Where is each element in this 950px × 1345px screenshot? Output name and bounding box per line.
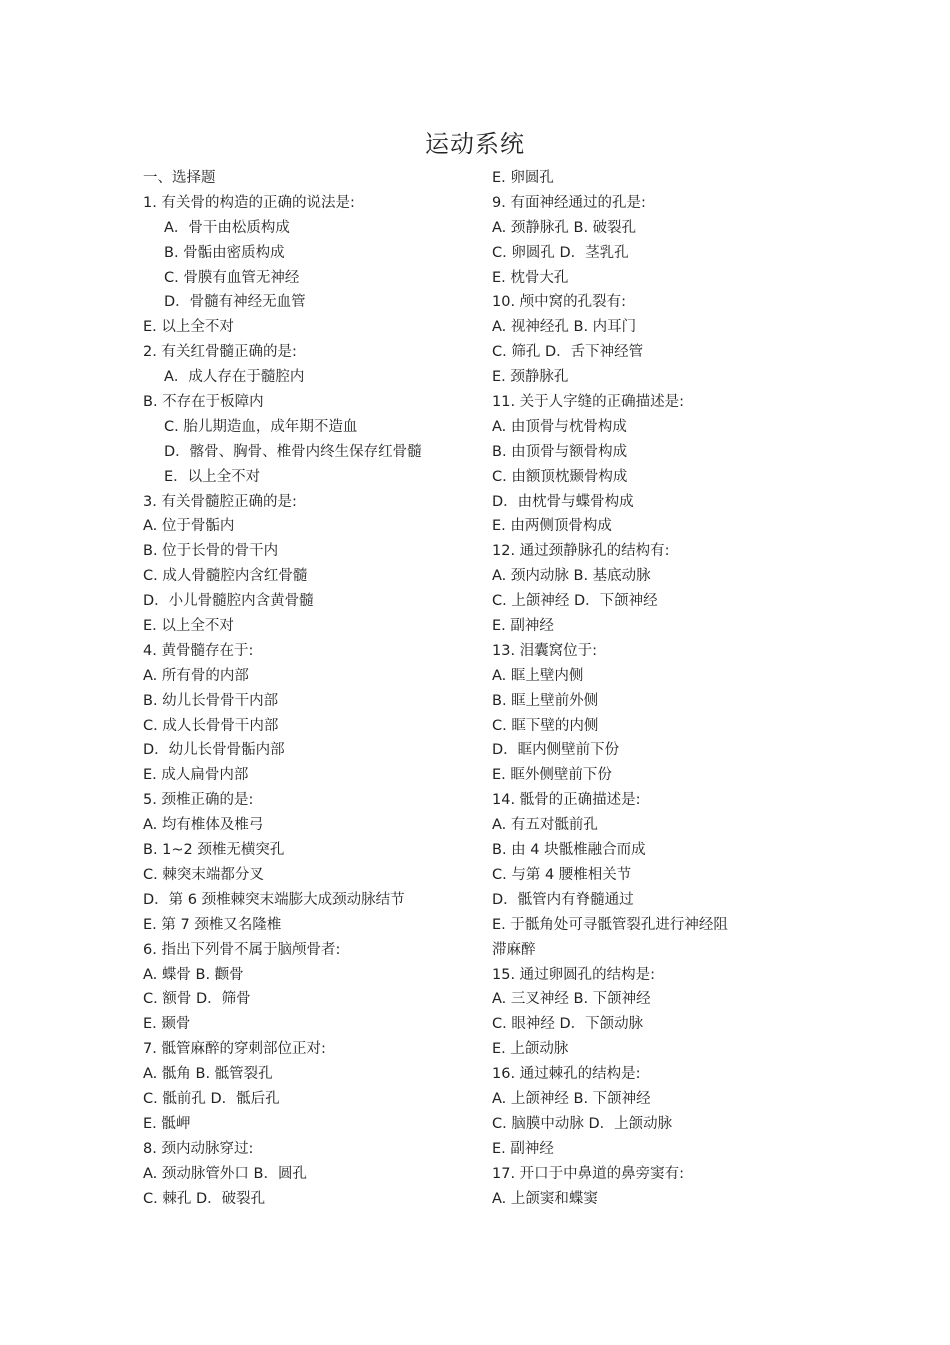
text-line: C. 卵圆孔 D．茎乳孔 (492, 244, 629, 261)
text-line: B. 眶上壁前外侧 (492, 692, 599, 709)
text-line: A. 上颌窦和蝶窦 (492, 1190, 598, 1207)
text-line: E. 颈静脉孔 (492, 369, 569, 386)
text-line: D．幼儿长骨骨骺内部 (143, 742, 285, 759)
text-line: C. 棘突末端都分叉 (143, 866, 264, 883)
text-line: E. 第 7 颈椎又名隆椎 (143, 916, 282, 933)
text-line: A．骨干由松质构成 (164, 219, 290, 236)
text-line: C. 上颌神经 D．下颌神经 (492, 593, 658, 610)
text-line: A. 三叉神经 B. 下颌神经 (492, 991, 651, 1008)
text-line: A. 颈静脉孔 B. 破裂孔 (492, 219, 637, 236)
text-line: 17. 开口于中鼻道的鼻旁窦有: (492, 1165, 685, 1182)
text-line: 2. 有关红骨髓正确的是: (143, 344, 297, 361)
text-line: A. 所有骨的内部 (143, 667, 249, 684)
text-line: B. 不存在于板障内 (143, 394, 264, 411)
text-line: D．第 6 颈椎棘突末端膨大成颈动脉结节 (143, 891, 405, 908)
right-column (492, 166, 812, 1211)
page-title: 运动系统 (425, 130, 525, 158)
text-line: 16. 通过棘孔的结构是: (492, 1066, 641, 1083)
text-line: B. 由顶骨与额骨构成 (492, 443, 628, 460)
text-line: A. 蝶骨 B. 颧骨 (143, 966, 244, 983)
text-line: E. 眶外侧壁前下份 (492, 767, 612, 784)
text-line: 13. 泪囊窝位于: (492, 642, 598, 659)
text-line: 5. 颈椎正确的是: (143, 792, 254, 809)
text-line: C. 成人长骨骨干内部 (143, 717, 279, 734)
text-line: C. 骶前孔 D．骶后孔 (143, 1090, 280, 1107)
text-line: D．骨髓有神经无血管 (164, 294, 306, 311)
text-line: D．髂骨、胸骨、椎骨内终生保存红骨髓 (164, 443, 422, 460)
text-line: 10. 颅中窝的孔裂有: (492, 294, 627, 311)
text-line: A. 颈内动脉 B. 基底动脉 (492, 568, 651, 585)
text-line: 3. 有关骨髓腔正确的是: (143, 493, 297, 510)
text-line: E. 骶岬 (143, 1115, 191, 1132)
text-line: 12. 通过颈静脉孔的结构有: (492, 543, 670, 560)
text-line: 滞麻醉 (492, 941, 536, 958)
text-line: 一、选择题 (143, 170, 216, 186)
text-line: D．小儿骨髓腔内含黄骨髓 (143, 593, 314, 610)
text-line: 7. 骶管麻醉的穿刺部位正对: (143, 1041, 326, 1058)
text-line: D．眶内侧壁前下份 (492, 742, 620, 759)
text-line: C. 成人骨髓腔内含红骨髓 (143, 568, 308, 585)
text-line: E. 卵圆孔 (492, 170, 554, 186)
text-line: 9. 有面神经通过的孔是: (492, 194, 646, 211)
text-line: D．骶管内有脊髓通过 (492, 891, 634, 908)
text-line: E．以上全不对 (164, 468, 261, 485)
text-line: A. 眶上壁内侧 (492, 667, 584, 684)
text-line: C. 眼神经 D．下颌动脉 (492, 1016, 644, 1033)
text-line: A. 均有椎体及椎弓 (143, 817, 264, 834)
text-line: E. 副神经 (492, 1140, 554, 1157)
text-line: A. 颈动脉管外口 B．圆孔 (143, 1165, 307, 1182)
text-line: E. 以上全不对 (143, 618, 234, 635)
text-line: A. 视神经孔 B. 内耳门 (492, 319, 637, 336)
text-line: C. 胎儿期造血，成年期不造血 (164, 418, 358, 435)
text-line: C. 与第 4 腰椎相关节 (492, 866, 632, 883)
text-line: E. 颞骨 (143, 1016, 191, 1033)
text-line: B. 幼儿长骨骨干内部 (143, 692, 279, 709)
text-line: C. 骨膜有血管无神经 (164, 269, 300, 286)
text-line: B. 位于长骨的骨干内 (143, 543, 279, 560)
text-line: E. 枕骨大孔 (492, 269, 569, 286)
text-line: A. 位于骨骺内 (143, 518, 235, 535)
text-line: E. 成人扁骨内部 (143, 767, 249, 784)
text-line: 14. 骶骨的正确描述是: (492, 792, 641, 809)
text-line: E. 于骶角处可寻骶管裂孔进行神经阻 (492, 916, 728, 933)
text-line: 15. 通过卵圆孔的结构是: (492, 966, 656, 983)
text-line: 1. 有关骨的构造的正确的说法是: (143, 194, 355, 211)
text-line: E. 由两侧顶骨构成 (492, 518, 612, 535)
text-line: A. 有五对骶前孔 (492, 817, 598, 834)
text-line: D．由枕骨与蝶骨构成 (492, 493, 634, 510)
text-line: 6. 指出下列骨不属于脑颅骨者: (143, 941, 341, 958)
text-line: C. 眶下壁的内侧 (492, 717, 599, 734)
text-line: B. 骨骺由密质构成 (164, 244, 285, 261)
text-line: B. 1~2 颈椎无横突孔 (143, 842, 285, 859)
text-line: 4. 黄骨髓存在于: (143, 642, 254, 659)
text-line: A. 骶角 B. 骶管裂孔 (143, 1066, 273, 1083)
text-line: 11. 关于人字缝的正确描述是: (492, 394, 685, 411)
text-line: C. 额骨 D．筛骨 (143, 991, 251, 1008)
text-line: A．成人存在于髓腔内 (164, 369, 305, 386)
text-line: C. 棘孔 D．破裂孔 (143, 1190, 266, 1207)
text-line: E. 以上全不对 (143, 319, 234, 336)
text-line: B. 由 4 块骶椎融合而成 (492, 842, 646, 859)
text-line: C. 筛孔 D．舌下神经管 (492, 344, 644, 361)
text-line: E. 上颌动脉 (492, 1041, 569, 1058)
text-line: C. 脑膜中动脉 D．上颌动脉 (492, 1115, 673, 1132)
left-column (143, 166, 473, 1211)
text-line: A. 上颌神经 B. 下颌神经 (492, 1090, 651, 1107)
text-line: A. 由顶骨与枕骨构成 (492, 418, 627, 435)
text-line: C. 由额顶枕颞骨构成 (492, 468, 628, 485)
text-line: 8. 颈内动脉穿过: (143, 1140, 254, 1157)
text-line: E. 副神经 (492, 618, 554, 635)
